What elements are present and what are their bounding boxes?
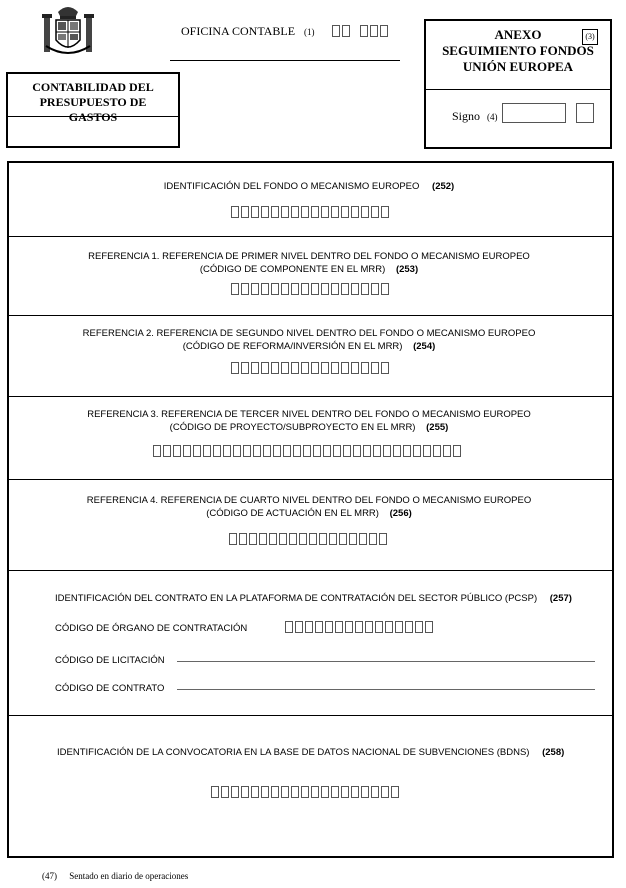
char-cell[interactable] <box>203 445 211 457</box>
oficina-cells[interactable] <box>332 25 388 37</box>
char-cell[interactable] <box>153 445 161 457</box>
contrato-title-text: IDENTIFICACIÓN DEL CONTRATO EN LA PLATAFORMA DE CONTRATACIÓN DEL SECTOR PÚBLICO (PCSP) <box>55 593 538 604</box>
coat-of-arms <box>38 2 98 62</box>
char-cell[interactable] <box>223 445 231 457</box>
anexo-ref: (3) <box>585 32 595 41</box>
char-cell[interactable] <box>301 206 309 218</box>
anexo-line2: SEGUIMIENTO FONDOS <box>442 43 594 58</box>
char-cell[interactable] <box>433 445 441 457</box>
char-cell[interactable] <box>361 362 369 374</box>
char-cell[interactable] <box>349 533 357 545</box>
oficina-label <box>181 24 315 39</box>
char-cell[interactable] <box>423 445 431 457</box>
char-cell[interactable] <box>261 283 269 295</box>
char-cell[interactable] <box>370 25 378 37</box>
char-cell[interactable] <box>183 445 191 457</box>
char-cell[interactable] <box>323 445 331 457</box>
char-cell[interactable] <box>281 206 289 218</box>
char-cell[interactable] <box>325 621 333 633</box>
contabilidad-divider <box>8 116 178 117</box>
char-cell[interactable] <box>231 362 239 374</box>
char-cell[interactable] <box>311 362 319 374</box>
char-cell[interactable] <box>332 25 340 37</box>
ref1-title <box>9 250 609 276</box>
char-cell[interactable] <box>393 445 401 457</box>
char-cell[interactable] <box>279 533 287 545</box>
contrato-line[interactable] <box>177 689 595 690</box>
char-cell[interactable] <box>443 445 451 457</box>
convocatoria-title <box>57 747 564 758</box>
char-cell[interactable] <box>271 362 279 374</box>
char-cell[interactable] <box>341 206 349 218</box>
char-cell[interactable] <box>271 786 279 798</box>
char-cell[interactable] <box>289 533 297 545</box>
char-cell[interactable] <box>329 533 337 545</box>
char-cell[interactable] <box>271 206 279 218</box>
signo-ref: (4) <box>487 112 498 122</box>
ref2-code: (254) <box>413 341 436 352</box>
char-cell[interactable] <box>361 786 369 798</box>
char-cell[interactable] <box>351 362 359 374</box>
anexo-line3: UNIÓN EUROPEA <box>462 59 574 74</box>
char-cell[interactable] <box>385 621 393 633</box>
ref1-line2-wrap <box>9 263 609 276</box>
char-cell[interactable] <box>271 283 279 295</box>
char-cell[interactable] <box>229 533 237 545</box>
char-cell[interactable] <box>251 206 259 218</box>
char-cell[interactable] <box>342 25 350 37</box>
char-cell[interactable] <box>331 283 339 295</box>
ref3-line1: REFERENCIA 3. REFERENCIA DE TERCER NIVEL DENTRO DEL FONDO O MECANISMO EUROPEO <box>87 409 531 420</box>
ref1-line2: (CÓDIGO DE COMPONENTE EN EL MRR) <box>199 264 386 275</box>
char-cell[interactable] <box>331 786 339 798</box>
char-cell[interactable] <box>253 445 261 457</box>
char-cell[interactable] <box>261 362 269 374</box>
char-cell[interactable] <box>311 786 319 798</box>
char-cell[interactable] <box>383 445 391 457</box>
ref1-line1: REFERENCIA 1. REFERENCIA DE PRIMER NIVEL DENTRO DEL FONDO O MECANISMO EUROPEO <box>88 251 530 262</box>
section-ref1 <box>9 237 612 315</box>
char-cell[interactable] <box>303 445 311 457</box>
char-cell[interactable] <box>341 786 349 798</box>
ref3-title <box>9 408 609 434</box>
char-cell[interactable] <box>211 786 219 798</box>
char-cell[interactable] <box>381 283 389 295</box>
char-cell[interactable] <box>425 621 433 633</box>
char-cell[interactable] <box>293 445 301 457</box>
fondo-title-text: IDENTIFICACIÓN DEL FONDO O MECANISMO EUROPEO <box>163 181 420 192</box>
char-cell[interactable] <box>365 621 373 633</box>
char-cell[interactable] <box>369 533 377 545</box>
anexo-divider <box>426 89 610 90</box>
char-cell[interactable] <box>331 206 339 218</box>
contabilidad-box <box>6 72 180 148</box>
char-cell[interactable] <box>281 362 289 374</box>
char-cell[interactable] <box>291 206 299 218</box>
char-cell[interactable] <box>371 206 379 218</box>
char-cell[interactable] <box>231 786 239 798</box>
char-cell[interactable] <box>361 206 369 218</box>
char-cell[interactable] <box>221 786 229 798</box>
ref3-cells[interactable] <box>153 445 461 457</box>
char-cell[interactable] <box>309 533 317 545</box>
char-cell[interactable] <box>311 206 319 218</box>
char-cell[interactable] <box>373 445 381 457</box>
ref4-title <box>9 494 609 520</box>
ref2-line2: (CÓDIGO DE REFORMA/INVERSIÓN EN EL MRR) <box>182 341 403 352</box>
signo-check[interactable] <box>576 103 594 123</box>
char-cell[interactable] <box>295 621 303 633</box>
section-ref2 <box>9 316 612 396</box>
ref4-line1: REFERENCIA 4. REFERENCIA DE CUARTO NIVEL DENTRO DEL FONDO O MECANISMO EUROPEO <box>86 495 532 506</box>
signo-input[interactable] <box>502 103 566 123</box>
footer <box>42 871 188 881</box>
signo-label-text: Signo <box>452 109 481 123</box>
ref3-code: (255) <box>426 422 449 433</box>
char-cell[interactable] <box>251 786 259 798</box>
oficina-underline <box>170 60 400 61</box>
char-cell[interactable] <box>263 445 271 457</box>
char-cell[interactable] <box>261 786 269 798</box>
char-cell[interactable] <box>353 445 361 457</box>
section-ref3 <box>9 397 612 479</box>
char-cell[interactable] <box>259 533 267 545</box>
oficina-label-text: OFICINA CONTABLE <box>181 24 296 38</box>
char-cell[interactable] <box>415 621 423 633</box>
char-cell[interactable] <box>231 206 239 218</box>
char-cell[interactable] <box>241 786 249 798</box>
char-cell[interactable] <box>360 25 368 37</box>
organo-cells[interactable] <box>285 621 433 633</box>
contrato-code-label: CÓDIGO DE CONTRATO <box>55 683 165 694</box>
char-cell[interactable] <box>381 206 389 218</box>
section-convocatoria <box>9 716 612 856</box>
char-cell[interactable] <box>413 445 421 457</box>
char-cell[interactable] <box>239 533 247 545</box>
char-cell[interactable] <box>241 283 249 295</box>
char-cell[interactable] <box>371 283 379 295</box>
char-cell[interactable] <box>333 445 341 457</box>
char-cell[interactable] <box>315 621 323 633</box>
oficina-ref: (1) <box>304 27 315 37</box>
char-cell[interactable] <box>351 786 359 798</box>
char-cell[interactable] <box>173 445 181 457</box>
char-cell[interactable] <box>381 786 389 798</box>
char-cell[interactable] <box>233 445 241 457</box>
char-cell[interactable] <box>335 621 343 633</box>
char-cell[interactable] <box>321 362 329 374</box>
char-cell[interactable] <box>285 621 293 633</box>
licitacion-line[interactable] <box>177 661 595 662</box>
char-cell[interactable] <box>193 445 201 457</box>
signo-label <box>452 109 498 124</box>
char-cell[interactable] <box>363 445 371 457</box>
char-cell[interactable] <box>453 445 461 457</box>
char-cell[interactable] <box>251 283 259 295</box>
char-cell[interactable] <box>291 786 299 798</box>
char-cell[interactable] <box>321 283 329 295</box>
ref1-code: (253) <box>395 264 419 275</box>
ref2-line2-wrap <box>9 340 609 353</box>
char-cell[interactable] <box>339 533 347 545</box>
char-cell[interactable] <box>331 362 339 374</box>
organo-label: CÓDIGO DE ÓRGANO DE CONTRATACIÓN <box>55 623 248 634</box>
char-cell[interactable] <box>371 786 379 798</box>
char-cell[interactable] <box>281 786 289 798</box>
ref1-cells[interactable] <box>231 283 389 295</box>
char-cell[interactable] <box>321 786 329 798</box>
char-cell[interactable] <box>380 25 388 37</box>
convocatoria-code: (258) <box>542 747 565 758</box>
char-cell[interactable] <box>403 445 411 457</box>
char-cell[interactable] <box>313 445 321 457</box>
char-cell[interactable] <box>321 206 329 218</box>
char-cell[interactable] <box>251 362 259 374</box>
char-cell[interactable] <box>291 283 299 295</box>
ref4-line2: (CÓDIGO DE ACTUACIÓN EN EL MRR) <box>206 508 379 519</box>
fondo-title <box>9 180 609 193</box>
convocatoria-title-text: IDENTIFICACIÓN DE LA CONVOCATORIA EN LA BASE DE DATOS NACIONAL DE SUBVENCIONES (BDNS) <box>57 747 530 758</box>
ref3-line2: (CÓDIGO DE PROYECTO/SUBPROYECTO EN EL MRR) <box>169 422 416 433</box>
convocatoria-cells[interactable] <box>211 786 399 798</box>
char-cell[interactable] <box>291 362 299 374</box>
char-cell[interactable] <box>301 283 309 295</box>
char-cell[interactable] <box>375 621 383 633</box>
char-cell[interactable] <box>351 206 359 218</box>
char-cell[interactable] <box>301 362 309 374</box>
anexo-box <box>424 19 612 149</box>
char-cell[interactable] <box>273 445 281 457</box>
ref4-cells[interactable] <box>229 533 387 545</box>
char-cell[interactable] <box>361 283 369 295</box>
ref2-line1: REFERENCIA 2. REFERENCIA DE SEGUNDO NIVEL DENTRO DEL FONDO O MECANISMO EUROPEO <box>82 328 536 339</box>
char-cell[interactable] <box>371 362 379 374</box>
char-cell[interactable] <box>341 362 349 374</box>
char-cell[interactable] <box>395 621 403 633</box>
ref3-line2-wrap <box>9 421 609 434</box>
char-cell[interactable] <box>241 206 249 218</box>
section-ref4 <box>9 480 612 570</box>
char-cell[interactable] <box>249 533 257 545</box>
fondo-cells[interactable] <box>231 206 389 218</box>
ref2-cells[interactable] <box>231 362 389 374</box>
licitacion-label: CÓDIGO DE LICITACIÓN <box>55 655 165 666</box>
char-cell[interactable] <box>345 621 353 633</box>
main-form <box>7 161 614 858</box>
contrato-code: (257) <box>549 593 572 604</box>
char-cell[interactable] <box>391 786 399 798</box>
char-cell[interactable] <box>301 786 309 798</box>
footer-text: Sentado en diario de operaciones <box>69 871 189 881</box>
char-cell[interactable] <box>163 445 171 457</box>
char-cell[interactable] <box>281 283 289 295</box>
char-cell[interactable] <box>261 206 269 218</box>
anexo-ref-box <box>582 29 598 45</box>
char-cell[interactable] <box>269 533 277 545</box>
contrato-title <box>55 593 572 604</box>
char-cell[interactable] <box>305 621 313 633</box>
char-cell[interactable] <box>381 362 389 374</box>
char-cell[interactable] <box>351 283 359 295</box>
ref2-title <box>9 327 609 353</box>
char-cell[interactable] <box>355 621 363 633</box>
char-cell[interactable] <box>231 283 239 295</box>
char-cell[interactable] <box>379 533 387 545</box>
section-contrato <box>9 571 612 715</box>
footer-ref: (47) <box>42 871 57 881</box>
ref4-code: (256) <box>389 508 412 519</box>
fondo-code: (252) <box>432 181 455 192</box>
char-cell[interactable] <box>213 445 221 457</box>
char-cell[interactable] <box>241 362 249 374</box>
char-cell[interactable] <box>341 283 349 295</box>
char-cell[interactable] <box>359 533 367 545</box>
section-fondo <box>9 163 612 236</box>
char-cell[interactable] <box>405 621 413 633</box>
anexo-line1: ANEXO <box>494 27 542 42</box>
char-cell[interactable] <box>243 445 251 457</box>
char-cell[interactable] <box>299 533 307 545</box>
char-cell[interactable] <box>343 445 351 457</box>
char-cell[interactable] <box>311 283 319 295</box>
char-cell[interactable] <box>319 533 327 545</box>
char-cell[interactable] <box>283 445 291 457</box>
ref4-line2-wrap <box>9 507 609 520</box>
contabilidad-title: CONTABILIDAD DEL PRESUPUESTO DE GASTOS <box>32 80 154 124</box>
